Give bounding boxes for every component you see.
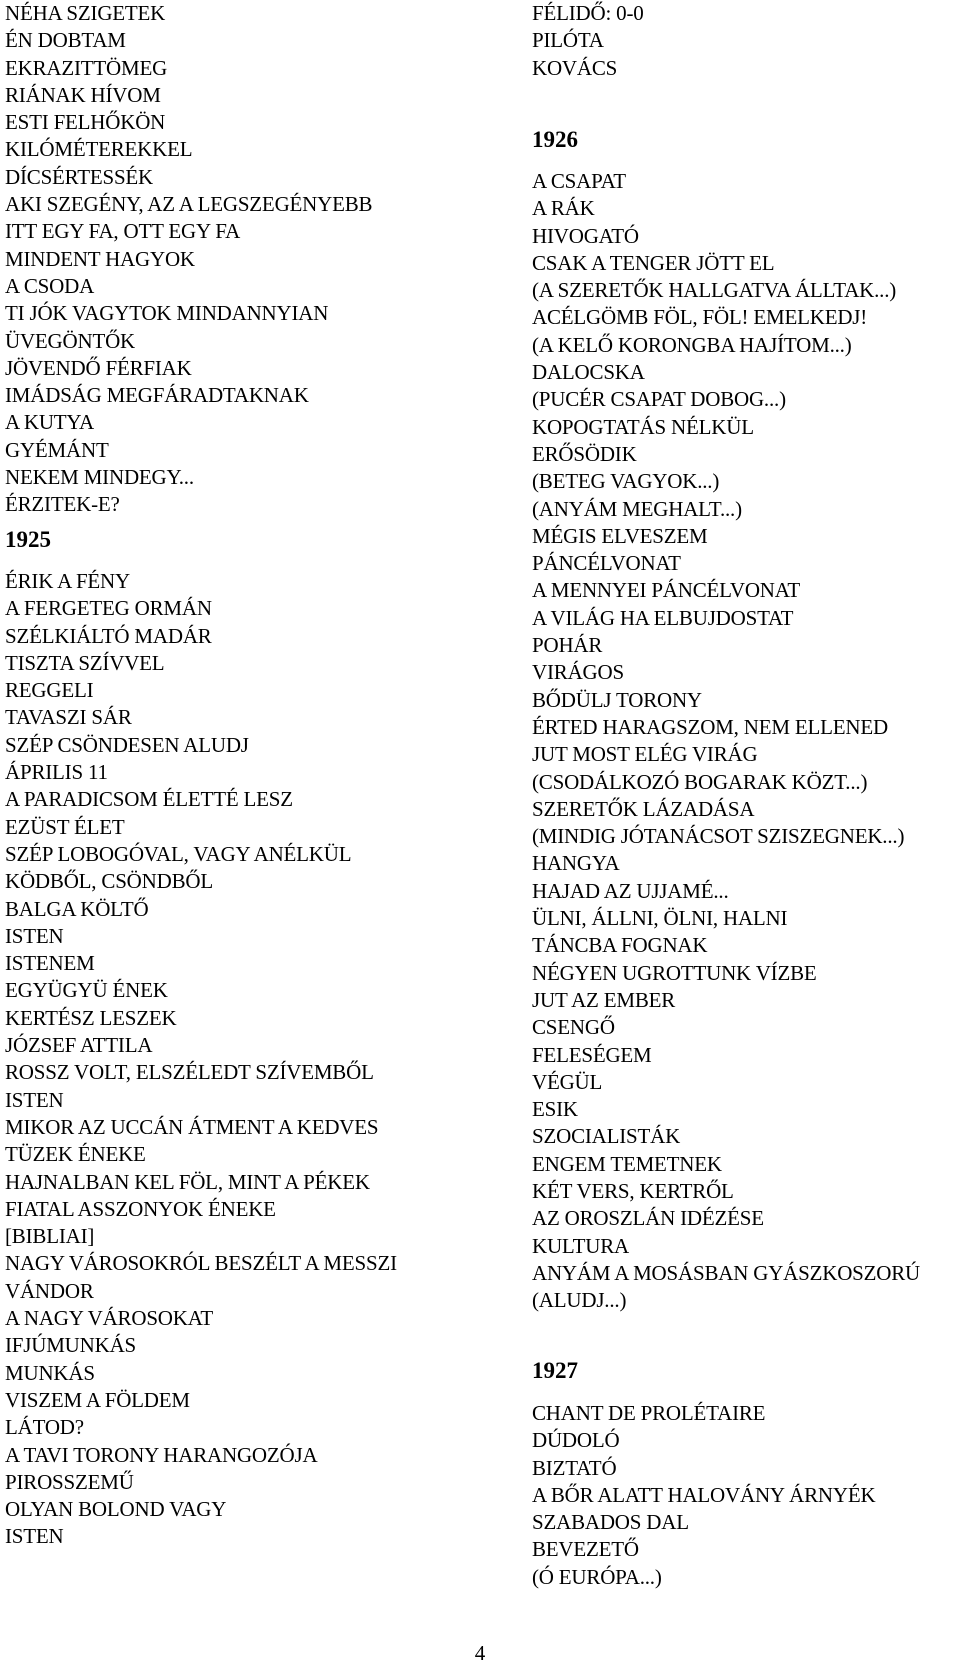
poem-title: CSAK A TENGER JÖTT EL — [532, 250, 775, 275]
poem-title: MUNKÁS — [5, 1360, 95, 1385]
poem-title: ISTEN — [5, 923, 64, 948]
poem-title: SZÉLKIÁLTÓ MADÁR — [5, 623, 212, 648]
poem-title: BALGA KÖLTŐ — [5, 896, 149, 921]
poem-title: ÉRZITEK-E? — [5, 492, 120, 517]
poem-title: SZOCIALISTÁK — [532, 1124, 681, 1149]
poem-title: KÖDBŐL, CSÖNDBŐL — [5, 869, 213, 894]
poem-title: FÉLIDŐ: 0-0 — [532, 1, 644, 25]
poem-title: KÉT VERS, KERTRŐL — [532, 1178, 734, 1203]
poem-title: NEKEM MINDEGY... — [5, 465, 194, 490]
poem-title: A PARADICSOM ÉLETTÉ LESZ — [5, 787, 293, 812]
poem-title: (ANYÁM MEGHALT...) — [532, 496, 742, 521]
poem-title: (ALUDJ...) — [532, 1288, 627, 1313]
poem-title: EKRAZITTÖMEG — [5, 55, 168, 80]
poem-title: CHANT DE PROLÉTAIRE — [532, 1401, 766, 1425]
poem-title: ÉRIK A FÉNY — [5, 569, 130, 593]
poem-title: PILÓTA — [532, 28, 604, 53]
poem-title: TI JÓK VAGYTOK MINDANNYIAN — [5, 301, 329, 326]
poem-title: VISZEM A FÖLDEM — [5, 1387, 190, 1412]
poem-title: A TAVI TORONY HARANGOZÓJA — [5, 1442, 318, 1467]
poem-title: KOPOGTATÁS NÉLKÜL — [532, 414, 754, 439]
poem-title: BŐDÜLJ TORONY — [532, 687, 702, 712]
poem-title: A CSODA — [5, 273, 95, 298]
poem-title: AKI SZEGÉNY, AZ A LEGSZEGÉNYEBB — [5, 192, 373, 217]
poem-title: MINDENT HAGYOK — [5, 246, 195, 271]
poem-title: ÉN DOBTAM — [5, 28, 126, 53]
poem-title: HIVOGATÓ — [532, 223, 639, 248]
poem-title: IMÁDSÁG MEGFÁRADTAKNAK — [5, 383, 309, 408]
poem-title: (Ó EURÓPA...) — [532, 1564, 662, 1589]
poem-title: ISTENEM — [5, 951, 95, 976]
poem-title: A VILÁG HA ELBUJDOSTAT — [532, 605, 794, 630]
poem-title: MÉGIS ELVESZEM — [532, 523, 708, 548]
poem-title: NAGY VÁROSOKRÓL BESZÉLT A MESSZI — [5, 1251, 397, 1276]
poem-title: ÁPRILIS 11 — [5, 760, 108, 785]
poem-title: A CSAPAT — [532, 169, 626, 193]
poem-title: PIROSSZEMŰ — [5, 1469, 134, 1494]
poem-title: ÉRTED HARAGSZOM, NEM ELLENED — [532, 714, 888, 739]
poem-title: FIATAL ASSZONYOK ÉNEKE — [5, 1196, 276, 1221]
poem-title: VÁNDOR — [5, 1278, 94, 1303]
poem-title: BIZTATÓ — [532, 1455, 617, 1480]
title-list — [5, 568, 397, 1551]
poem-title: TÁNCBA FOGNAK — [532, 933, 708, 958]
poem-title: A NAGY VÁROSOKAT — [5, 1306, 213, 1331]
poem-title: (PUCÉR CSAPAT DOBOG...) — [532, 387, 786, 412]
poem-title: HAJAD AZ UJJAMÉ... — [532, 878, 729, 903]
poem-title: ÜVEGÖNTŐK — [5, 328, 136, 353]
poem-title: TAVASZI SÁR — [5, 705, 132, 730]
title-list — [532, 168, 920, 1314]
title-list — [5, 0, 372, 519]
poem-title: ÜLNI, ÁLLNI, ÖLNI, HALNI — [532, 906, 788, 931]
poem-title: MIKOR AZ UCCÁN ÁTMENT A KEDVES — [5, 1114, 379, 1139]
poem-title: VIRÁGOS — [532, 660, 624, 685]
poem-title: KULTURA — [532, 1233, 629, 1258]
poem-title: JÓZSEF ATTILA — [5, 1033, 153, 1058]
poem-title: ANYÁM A MOSÁSBAN GYÁSZKOSZORÚ — [532, 1260, 921, 1285]
poem-title: ERŐSÖDIK — [532, 441, 637, 466]
poem-title: HAJNALBAN KEL FÖL, MINT A PÉKEK — [5, 1169, 370, 1194]
poem-title: REGGELI — [5, 678, 94, 703]
poem-title: EZÜST ÉLET — [5, 814, 125, 839]
year-heading-1927: 1927 — [532, 1358, 578, 1383]
poem-title: IFJÚMUNKÁS — [5, 1333, 137, 1358]
poem-title: SZÉP LOBOGÓVAL, VAGY ANÉLKÜL — [5, 841, 352, 866]
poem-title: (A KELŐ KORONGBA HAJÍTOM...) — [532, 332, 852, 357]
poem-title: NÉGYEN UGROTTUNK VÍZBE — [532, 960, 817, 985]
year-heading-1925: 1925 — [5, 527, 51, 552]
poem-title: POHÁR — [532, 633, 603, 658]
poem-title: AZ OROSZLÁN IDÉZÉSE — [532, 1206, 764, 1231]
poem-title: PÁNCÉLVONAT — [532, 551, 681, 576]
poem-title: KILÓMÉTEREKKEL — [5, 137, 193, 162]
poem-title: ESTI FELHŐKÖN — [5, 110, 166, 135]
poem-title: A FERGETEG ORMÁN — [5, 596, 212, 621]
poem-title: TÜZEK ÉNEKE — [5, 1142, 146, 1167]
page-number: 4 — [474, 1641, 486, 1665]
poem-title: NÉHA SZIGETEK — [5, 1, 166, 25]
poem-title: ITT EGY FA, OTT EGY FA — [5, 219, 241, 244]
poem-title: ROSSZ VOLT, ELSZÉLEDT SZÍVEMBŐL — [5, 1060, 374, 1085]
year-heading-1926: 1926 — [532, 127, 578, 152]
poem-title: ESIK — [532, 1097, 578, 1122]
poem-title: A MENNYEI PÁNCÉLVONAT — [532, 578, 801, 603]
poem-title: (A SZERETŐK HALLGATVA ÁLLTAK...) — [532, 278, 897, 303]
poem-title: ENGEM TEMETNEK — [532, 1151, 722, 1176]
poem-title: JUT MOST ELÉG VIRÁG — [532, 742, 758, 767]
poem-title: SZERETŐK LÁZADÁSA — [532, 796, 755, 821]
poem-title: A RÁK — [532, 196, 595, 221]
poem-title: SZÉP CSÖNDESEN ALUDJ — [5, 732, 249, 757]
title-list — [532, 1400, 875, 1591]
poem-title: CSENGŐ — [532, 1015, 615, 1040]
poem-title: LÁTOD? — [5, 1415, 84, 1440]
poem-title: SZABADOS DAL — [532, 1510, 689, 1535]
poem-title: KERTÉSZ LESZEK — [5, 1005, 177, 1030]
poem-title: DÚDOLÓ — [532, 1428, 620, 1453]
poem-title: GYÉMÁNT — [5, 437, 109, 462]
poem-title: FELESÉGEM — [532, 1042, 652, 1067]
poem-title: [BIBLIAI] — [5, 1224, 95, 1249]
poem-title: HANGYA — [532, 851, 620, 876]
poem-title: BEVEZETŐ — [532, 1537, 639, 1562]
poem-title: JUT AZ EMBER — [532, 987, 676, 1012]
poem-title: RIÁNAK HÍVOM — [5, 82, 161, 107]
poem-title: ISTEN — [5, 1087, 64, 1112]
poem-title: DÍCSÉRTESSÉK — [5, 164, 154, 189]
poem-title: (CSODÁLKOZÓ BOGARAK KÖZT...) — [532, 769, 868, 794]
poem-title: JÖVENDŐ FÉRFIAK — [5, 355, 192, 380]
poem-title: (BETEG VAGYOK...) — [532, 469, 720, 494]
poem-title: A BŐR ALATT HALOVÁNY ÁRNYÉK — [532, 1482, 876, 1507]
title-list — [532, 0, 644, 82]
poem-title: DALOCSKA — [532, 360, 645, 385]
poem-title: ACÉLGÖMB FÖL, FÖL! EMELKEDJ! — [532, 305, 868, 330]
poem-title: EGYÜGYÜ ÉNEK — [5, 978, 168, 1003]
poem-title: ISTEN — [5, 1524, 64, 1549]
poem-title: OLYAN BOLOND VAGY — [5, 1497, 227, 1522]
poem-title: KOVÁCS — [532, 55, 618, 80]
poem-title: (MINDIG JÓTANÁCSOT SZISZEGNEK...) — [532, 824, 905, 849]
poem-title: VÉGÜL — [532, 1069, 603, 1094]
poem-title: TISZTA SZÍVVEL — [5, 650, 165, 675]
poem-title: A KUTYA — [5, 410, 95, 435]
